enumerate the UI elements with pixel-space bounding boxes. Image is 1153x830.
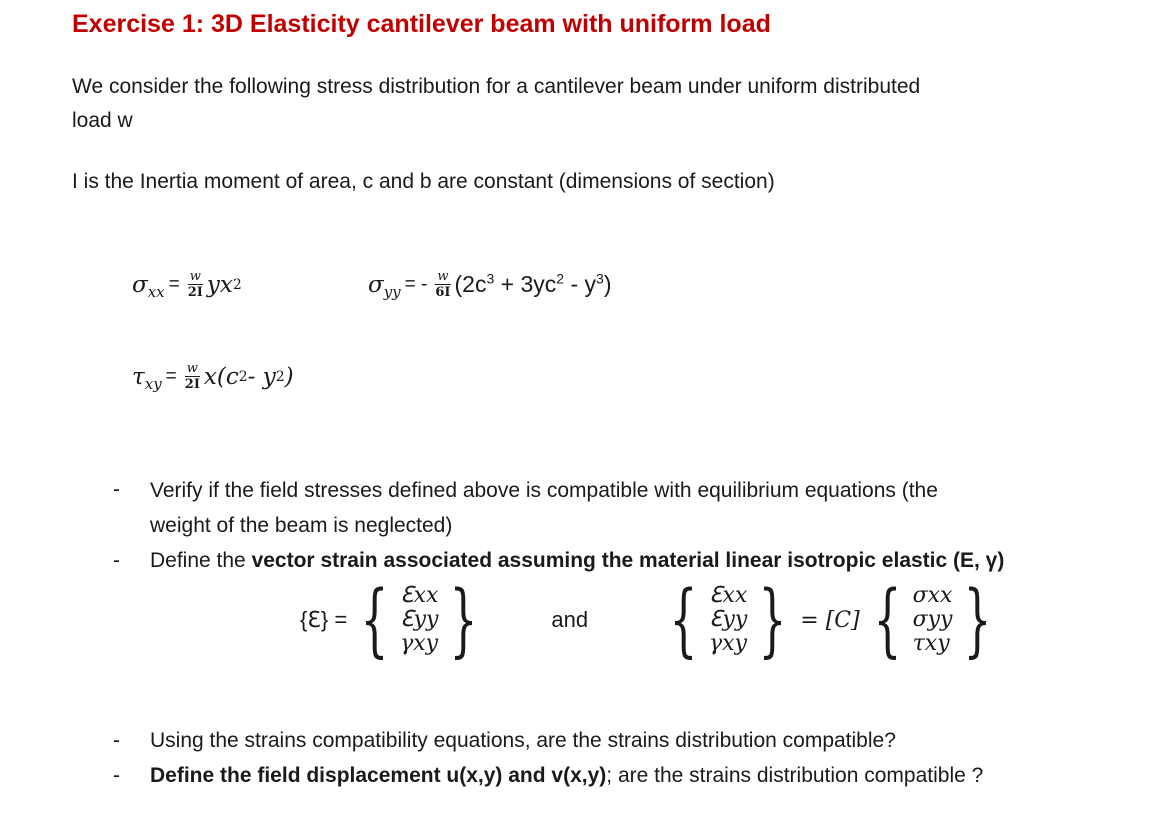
eq-rhs-part: ): [284, 363, 294, 390]
vector-entry: σxx: [912, 583, 953, 608]
eq-rhs-part: + 3yc: [494, 271, 557, 297]
fraction-numerator: w: [186, 361, 198, 376]
bullet-compatibility: Using the strains compatibility equations, are the strains distribution compatible?: [150, 729, 896, 752]
fraction-numerator: w: [437, 269, 449, 284]
bullet-text: Define the: [150, 549, 252, 572]
stress-vector-components: [913, 584, 953, 656]
eq-symbol: σ: [368, 271, 384, 298]
equation-sigma-xx: σ xx = $\frac{w}{2I}$ yx 2: [132, 269, 242, 301]
eq-subscript: xx: [147, 282, 165, 301]
bullet-dash: -: [113, 478, 120, 501]
eq-rhs: yx: [206, 271, 233, 298]
bullet-text: ; are the strains distribution compatible ?: [606, 764, 984, 787]
eq-rhs: [455, 271, 612, 298]
brace-close: }: [758, 573, 787, 666]
eq-symbol: σ: [132, 271, 148, 298]
vector-entry: τxy: [912, 631, 950, 656]
vector-entry: ℇxx: [400, 583, 439, 608]
fraction-numerator: w: [189, 269, 201, 284]
bullet-bold-text: vector strain associated assuming the material linear isotropic elastic (E, γ): [251, 549, 1005, 572]
eq-rhs-part: - y: [564, 271, 597, 297]
brace-open: {: [360, 573, 389, 666]
eq-superscript: 3: [486, 270, 495, 287]
fraction-denominator: 2I: [187, 285, 203, 300]
strain-vector-components: [709, 584, 747, 656]
intro-paragraph: [72, 70, 920, 138]
vector-entry: ℇyy: [400, 607, 439, 632]
eq-subscript: xy: [144, 374, 162, 393]
intro-line-1: We consider the following stress distribution for a cantilever beam under uniform distributed: [72, 75, 921, 98]
brace-open: {: [669, 573, 698, 666]
bullet-dash: -: [113, 764, 120, 787]
bullet-line: Verify if the field stresses defined above is compatible with equilibrium equations (the: [150, 479, 938, 502]
bullet-bold-text: Define the field displacement u(x,y) and v(x,y): [150, 764, 607, 787]
strain-vector-components: [400, 584, 438, 656]
eq-superscript: 2: [556, 270, 565, 287]
vector-entry: γxy: [708, 631, 747, 656]
eq-rhs-part: ): [603, 271, 612, 297]
bullet-displacement: [150, 758, 983, 793]
brace-close: }: [449, 573, 478, 666]
eq-operator: =: [168, 273, 180, 295]
eq-rhs-part: - y: [247, 363, 276, 390]
brace-close: }: [963, 573, 992, 666]
eq-operator: =: [165, 365, 177, 387]
eq-symbol: τ: [132, 363, 145, 390]
intro-line-2: load w: [72, 109, 133, 132]
eq-rhs-part: (2c: [454, 271, 487, 297]
fraction: [435, 270, 450, 299]
vector-entry: σyy: [912, 607, 953, 632]
equation-tau-xy: τ xy = $\frac{w}{2I}$ x(c 2 - y 2 ): [132, 361, 294, 393]
fraction: [188, 270, 203, 299]
and-label: and: [551, 607, 589, 632]
fraction-denominator: 6I: [435, 285, 451, 300]
compliance-matrix: = [C]: [800, 607, 860, 633]
brace-open: {: [873, 573, 902, 666]
inertia-note: I is the Inertia moment of area, c and b are constant (dimensions of section): [72, 170, 775, 193]
strain-vector-lhs: {ℇ} =: [300, 607, 348, 632]
strain-vector: [658, 573, 798, 666]
strain-vector: [349, 573, 489, 666]
fraction-denominator: 2I: [184, 377, 200, 392]
eq-operator: = -: [404, 273, 428, 295]
equation-sigma-yy: [368, 270, 611, 299]
bullet-dash: -: [113, 729, 120, 752]
eq-subscript: yy: [383, 282, 401, 301]
vector-entry: ℇyy: [708, 607, 748, 632]
fraction: [185, 362, 200, 391]
bullet-verify-equilibrium: [150, 473, 938, 543]
stress-vector: [862, 573, 1004, 666]
eq-superscript: 3: [596, 270, 604, 287]
exercise-title: Exercise 1: 3D Elasticity cantilever beam with uniform load: [72, 10, 771, 38]
vector-entry: γxy: [400, 631, 439, 656]
bullet-line: weight of the beam is neglected): [150, 514, 453, 537]
vector-entry: ℇxx: [708, 583, 748, 608]
eq-rhs-part: x(c: [203, 363, 239, 390]
strain-equation: [300, 573, 1003, 666]
bullet-dash: -: [113, 549, 120, 572]
